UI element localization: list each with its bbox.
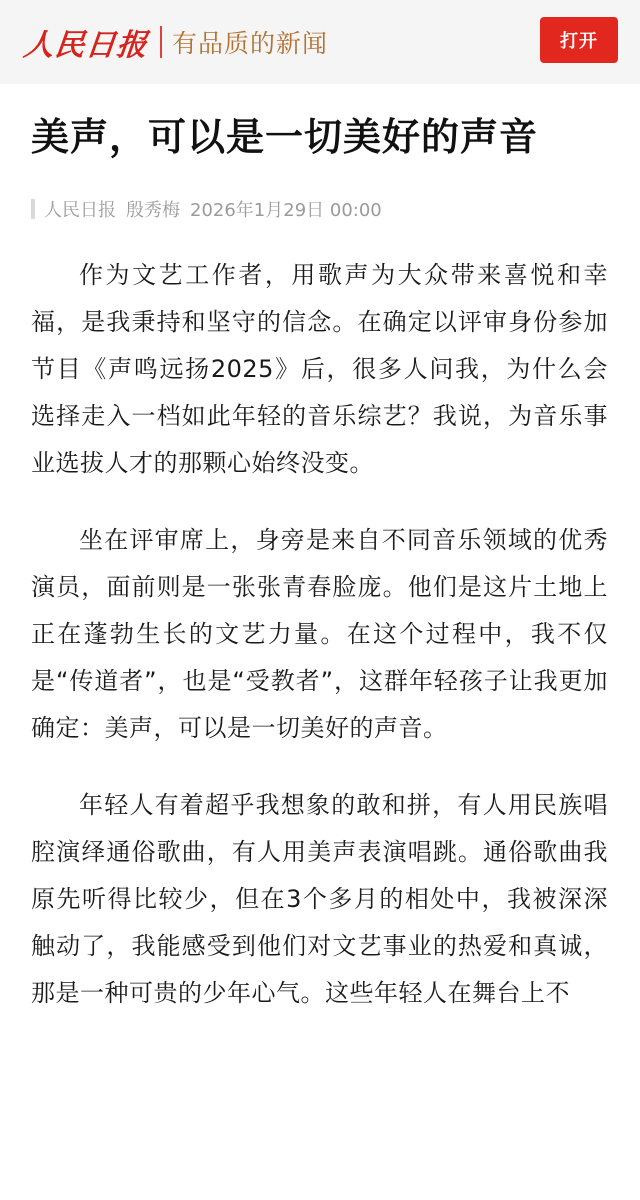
brand <box>21 0 329 84</box>
brand-divider <box>160 26 162 58</box>
open-app-button[interactable]: 打开 <box>540 17 618 63</box>
article-body <box>31 252 608 1017</box>
brand-slogan: 有品质的新闻 <box>172 29 329 58</box>
people-daily-logo: 人民日报 <box>21 28 150 63</box>
bottom-fade <box>0 1170 640 1200</box>
article-title: 美声，可以是一切美好的声音 <box>31 115 539 159</box>
article <box>0 112 640 1017</box>
article-meta <box>31 196 608 222</box>
article-datetime: 2026年1月29日 00:00 <box>190 200 382 221</box>
article-source: 人民日报 <box>44 200 116 221</box>
article-paragraph: 年轻人有着超乎我想象的敢和拼，有人用民族唱腔演绎通俗歌曲，有人用美声表演唱跳。通俗歌曲我原先听得比较少，但在3个多月的相处中，我被深深触动了，我能感受到他们对文艺事业的热爱和真诚，那是一种可贵的少年心气。这些年轻人在舞台上不 <box>31 791 608 1007</box>
app-header <box>0 0 640 84</box>
article-paragraph: 作为文艺工作者，用歌声为大众带来喜悦和幸福，是我秉持和坚守的信念。在确定以评审身份参加节目《声鸣远扬2025》后，很多人问我，为什么会选择走入一档如此年轻的音乐综艺？我说，为音乐事业选拔人才的那颗心始终没变。 <box>31 261 608 477</box>
article-paragraph: 坐在评审席上，身旁是来自不同音乐领域的优秀演员，面前则是一张张青春脸庞。他们是这片土地上正在蓬勃生长的文艺力量。在这个过程中，我不仅是“传道者”，也是“受教者”，这群年轻孩子让我更加确定：美声，可以是一切美好的声音。 <box>31 526 608 742</box>
meta-accent-bar <box>31 199 35 219</box>
article-author: 殷秀梅 <box>126 200 180 221</box>
